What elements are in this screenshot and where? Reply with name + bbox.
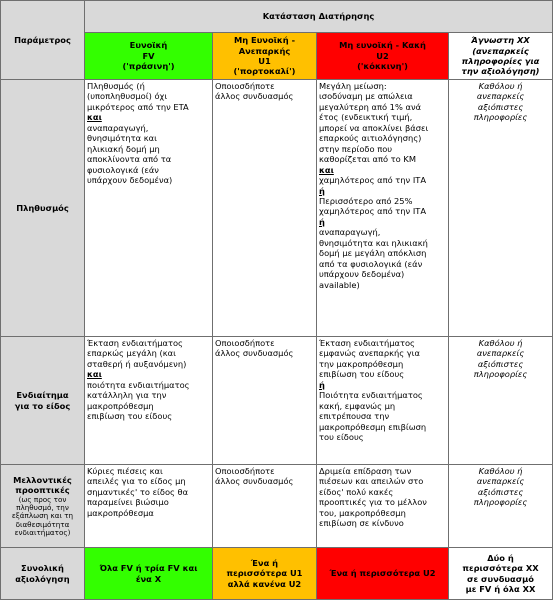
overall-u1-cell: Ένα ή περισσότερα U1 αλλά κανένα U2 xyxy=(213,548,317,600)
habitat-u1-cell: Οποιοσδήποτε άλλος συνδυασμός xyxy=(213,337,317,465)
table-title: Κατάσταση Διατήρησης xyxy=(85,1,553,33)
overall-xx-cell: Δύο ή περισσότερα XX σε συνδυασμό με FV ή όλα XX xyxy=(449,548,553,600)
population-xx-cell: Καθόλου ή ανεπαρκείς αξιόπιστες πληροφορίες xyxy=(449,80,553,337)
param-overall-assessment: Συνολική αξιολόγηση xyxy=(1,548,85,600)
prospects-xx-cell: Καθόλου ή ανεπαρκείς αξιόπιστες πληροφορίες xyxy=(449,465,553,548)
col-header-u1: Μη Ευνοϊκή - Ανεπαρκής U1 ('πορτοκαλί') xyxy=(213,33,317,80)
prospects-u2-cell: Δριμεία επίδραση των πιέσεων και απειλών στο είδος' πολύ κακές προοπτικές για το μέλλον του, μακροπρόθεσμη επιβίωση σε κίνδυνο xyxy=(317,465,449,548)
population-u1-cell: Οποιοσδήποτε άλλος συνδυασμός xyxy=(213,80,317,337)
param-population: Πληθυσμός xyxy=(1,80,85,337)
prospects-fv-cell: Κύριες πιέσεις και απειλές για το είδος μη σημαντικές' το είδος θα παραμείνει βιώσιμο μακροπρόθεσμα xyxy=(85,465,213,548)
population-u2-cell: Μεγάλη μείωση: ισοδύναμη με απώλεια μεγαλύτερη από 1% ανά έτος (ενδεικτική τιμή, μπορεί να αποκλίνει βάσει επαρκούς αιτιολόγησης) στην περίοδο που καθορίζεται από το ΚΜ και χαμηλότερος από την ΙΤΑ ή Περισσότερο από 25% χαμηλότερος από την ΙΤΑ ή αναπαραγωγή, θνησιμότητα και ηλικιακή δομή με μεγάλη απόκλιση από τα φυσιολογικά (εάν υπάρχουν δεδομένα) available) xyxy=(317,80,449,337)
col-header-u2: Μη ευνοϊκή - Κακή U2 ('κόκκινη') xyxy=(317,33,449,80)
overall-u2-cell: Ένα ή περισσότερα U2 xyxy=(317,548,449,600)
col-header-xx: Άγνωστη XX (ανεπαρκείς πληροφορίες για την αξιολόγηση) xyxy=(449,33,553,80)
param-header: Παράμετρος xyxy=(1,1,85,80)
prospects-u1-cell: Οποιοσδήποτε άλλος συνδυασμός xyxy=(213,465,317,548)
col-header-fv: Ευνοϊκή FV ('πράσινη') xyxy=(85,33,213,80)
habitat-xx-cell: Καθόλου ή ανεπαρκείς αξιόπιστες πληροφορίες xyxy=(449,337,553,465)
param-habitat: Ενδιαίτημα για το είδος xyxy=(1,337,85,465)
param-future-prospects: Μελλοντικές προοπτικές (ως προς τον πληθυσμό, την εξάπλωση και τη διαθεσιμότητα ενδιαιτήματος) xyxy=(1,465,85,548)
population-fv-cell: Πληθυσμός (ή (υποπληθυσμοί) όχι μικρότερος από την ETA και αναπαραγωγή, θνησιμότητα και ηλικιακή δομή μη αποκλίνοντα από τα φυσιολογικά (εάν υπάρχουν δεδομένα) xyxy=(85,80,213,337)
overall-fv-cell: Όλα FV ή τρία FV και ένα X xyxy=(85,548,213,600)
habitat-u2-cell: Έκταση ενδιαιτήματος εμφανώς ανεπαρκής για την μακροπρόθεσμη επιβίωση του είδους ή Ποιότητα ενδιαιτήματος κακή, εμφανώς μη επιτρέπουσα την μακροπρόθεσμη επιβίωση του είδους xyxy=(317,337,449,465)
habitat-fv-cell: Έκταση ενδιαιτήματος επαρκώς μεγάλη (και σταθερή ή αυξανόμενη) και ποιότητα ενδιαιτήματος κατάλληλη για την μακροπρόθεσμη επιβίωση του είδους xyxy=(85,337,213,465)
